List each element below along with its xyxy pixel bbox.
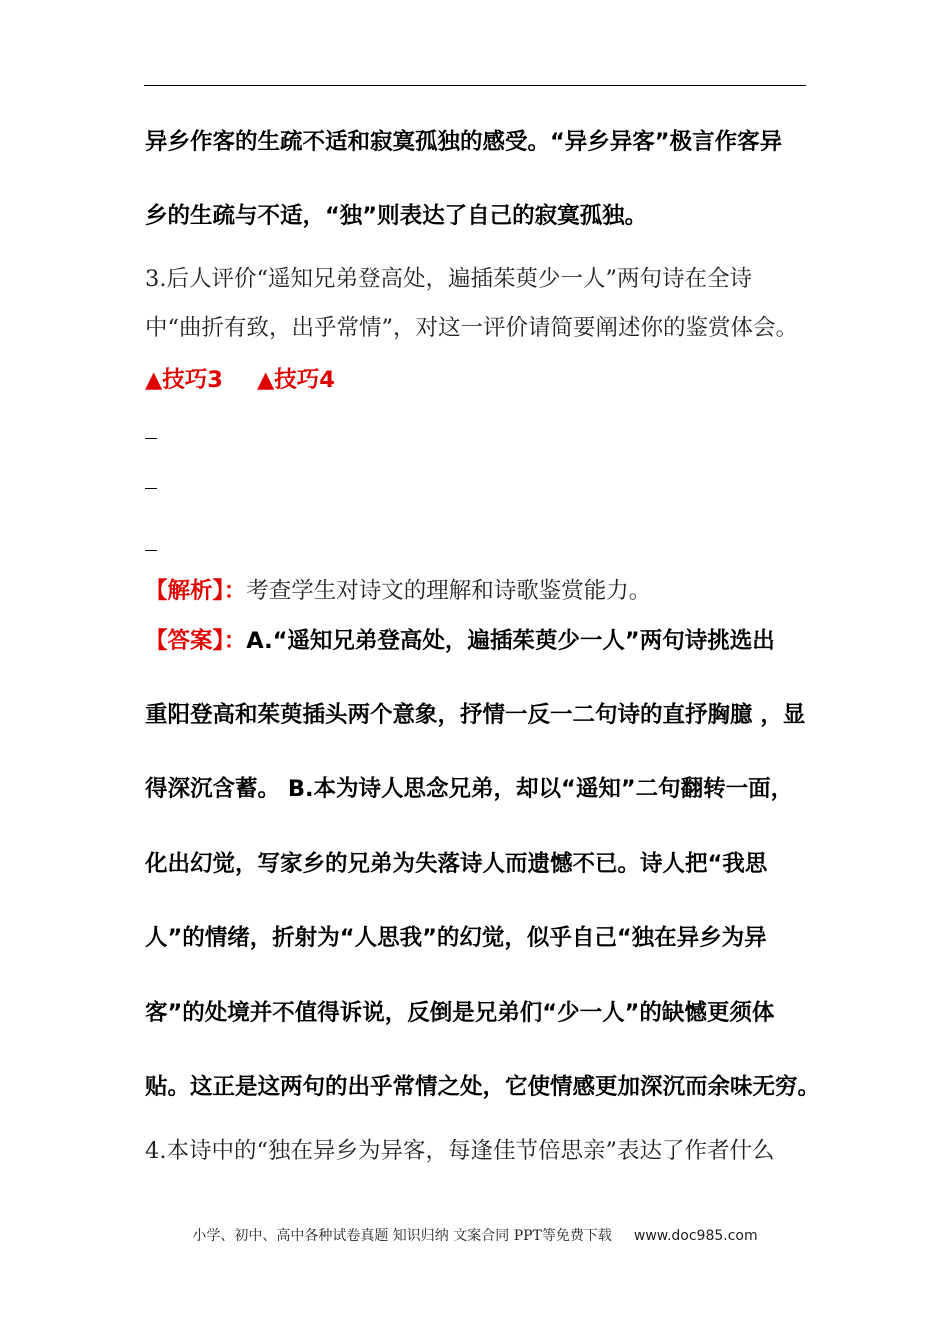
analysis-label: 【解析】：: [145, 578, 247, 604]
tip-row: [145, 365, 335, 395]
answer-line: 异乡作客的生疏不适和寂寞孤独的感受。“异乡异客”极言作客异: [145, 129, 783, 155]
answer-line: 得深沉含蓄。 B.本为诗人思念兄弟，却以“遥知”二句翻转一面，: [145, 776, 794, 802]
footer-url[interactable]: www.doc985.com: [633, 1228, 758, 1244]
question-line: 4.本诗中的“独在异乡为异客，每逢佳节倍思亲”表达了作者什么: [145, 1138, 775, 1164]
analysis-row: [145, 576, 651, 606]
footer-text: 小学、初中、高中各种试卷真题 知识归纳 文案合同 PPT等免费下载: [192, 1228, 612, 1244]
answer-blank: [145, 488, 157, 489]
tip-label: ▲技巧4: [256, 367, 335, 393]
answer-line: A.“遥知兄弟登高处，遍插茱萸少一人”两句诗挑选出: [246, 628, 775, 654]
answer-line: 化出幻觉，写家乡的兄弟为失落诗人而遗憾不已。诗人把“我思: [145, 851, 768, 877]
page-footer: [0, 1226, 950, 1246]
answer-label: 【答案】：: [145, 628, 247, 654]
answer-line: 乡的生疏与不适，“独”则表达了自己的寂寞孤独。: [145, 203, 648, 229]
answer-line: 客”的处境并不值得诉说，反倒是兄弟们“少一人”的缺憾更须体: [145, 1000, 775, 1026]
question-line: 3.后人评价“遥知兄弟登高处，遍插茱萸少一人”两句诗在全诗: [145, 266, 752, 292]
answer-line: 人”的情绪，折射为“人思我”的幻觉，似乎自己“独在异乡为异: [145, 925, 767, 951]
analysis-text: 考查学生对诗文的理解和诗歌鉴赏能力。: [246, 578, 652, 604]
question-line: 中“曲折有致，出乎常情”，对这一评价请简要阐述你的鉴赏体会。: [145, 315, 799, 341]
answer-blank: [145, 550, 157, 551]
answer-line: 贴。这正是这两句的出乎常情之处，它使情感更加深沉而余味无穷。: [145, 1074, 821, 1100]
header-rule: [144, 85, 806, 86]
answer-blank: [145, 438, 157, 439]
answer-line: 重阳登高和茱萸插头两个意象，抒情一反一二句诗的直抒胸臆 ，显: [145, 702, 806, 728]
tip-label: ▲技巧3: [145, 367, 223, 393]
answer-row: [145, 626, 775, 656]
